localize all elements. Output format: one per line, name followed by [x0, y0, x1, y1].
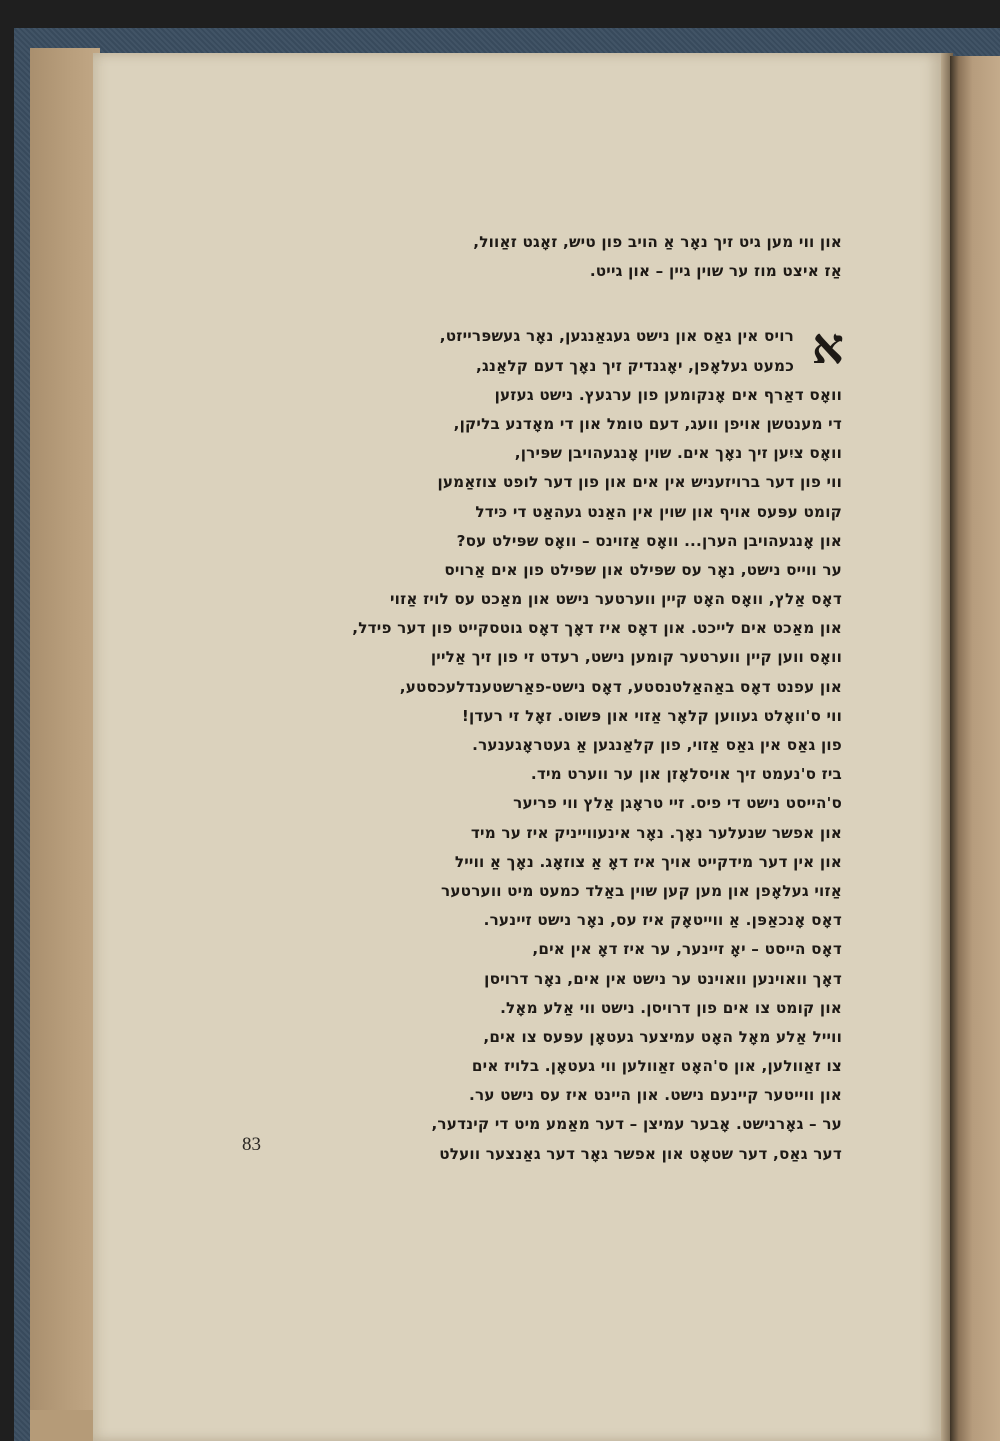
text-line: ווי ס'וואָלט געווען קלאָר אַזוי און פּשוט. זאָל זי רעדן! [461, 706, 842, 725]
text-line: דאָס הייסט – יאָ זיינער, ער איז דאָ אין אים, [532, 940, 842, 959]
text-line: און עפנט דאָס באַהאַלטנסטע, דאָס נישט-פאַרשטענדלעכסטע, [399, 677, 842, 696]
next-page-edge [950, 56, 1000, 1441]
text-line: און קומט צו אים פון דרויסן. נישט ווי אַלע מאָל. [500, 998, 842, 1017]
text-line: און מאַכט אים לייכט. און דאָס איז דאָך דאָס גוטסקייט פון דער פידל, [352, 619, 842, 638]
text-line: ער ווייס נישט, נאָר עס שפּילט און שפּילט פון אים אַרויס [444, 560, 842, 579]
text-line: און אפשר שנעלער נאָך. נאָר אינעווייניק איז ער מיד [470, 823, 842, 842]
text-line: די מענטשן אויפן וועג, דעם טומל און די מאָדנע בליקן, [453, 414, 842, 433]
section-gap [230, 286, 842, 322]
text-line: און ווייטער קיינעם נישט. און היינט איז עס נישט ער. [469, 1086, 842, 1105]
text-line: און אין דער מידקייט אויך איז דאָ אַ צוזאָג. נאָך אַ ווייל [454, 852, 842, 871]
text-line: ביז ס'נעמט זיך אויסלאָזן און ער ווערט מיד. [530, 765, 842, 784]
text-line: דער גאַס, דער שטאָט און אפשר גאָר דער גאַנצער וועלט [439, 1144, 842, 1163]
text-line: וואָס ציִען זיך נאָך אים. שוין אָנגעהויבן שפּירן, [514, 444, 842, 463]
text-line: דאָס אַלץ, וואָס האָט קיין ווערטער נישט און מאַכט עס לויז אַזוי [390, 590, 842, 609]
page-text [230, 228, 842, 1169]
drop-cap: א [811, 316, 844, 376]
text-line: ווייל אַלע מאָל האָט עמיצער געטאָן עפּעס צו אים, [483, 1027, 842, 1046]
text-line: פון גאַס אין גאַס אַזוי, פון קלאַנגען אַ געטראָגענער. [472, 736, 842, 754]
text-line: דאָך וואוינען וואוינט ער נישט אין אים, נאָר דרויסן [484, 969, 842, 988]
page-number: 83 [242, 1134, 261, 1155]
text-line: ווי פון דער ברויזעניש אין אים און פון דער לופט צוזאַמען [437, 473, 842, 492]
text-line: וואָס ווען קיין ווערטער קומען נישט, רעדט זי פון זיך אַליין [430, 648, 842, 667]
text-line: וואָס דאַרף אים אָנקומען פון ערגעץ. נישט געזען [494, 385, 842, 404]
text-line: ער – גאָרנישט. אָבער עמיצן – דער מאַמע מיט די קינדער, [431, 1115, 842, 1134]
text-line: רויס אין גאַס און נישט געגאַנגען, נאָר געשפּרייזט, [439, 327, 794, 346]
text-line: כמעט געלאָפן, יאָגנדיק זיך נאָך דעם קלאַנג, [476, 356, 794, 375]
text-line: דאָס אָנכאַפּן. אַ ווייטאָק איז עס, נאָר נישט זיינער. [483, 911, 842, 930]
text-line: צו זאַוולען, און ס'האָט זאַוולען ווי געטאָן. בלויז אים [471, 1057, 842, 1076]
text-line: און אָנגעהויבן הערן... וואָס אַזוינס – וואָס שפּילט עס? [456, 531, 842, 550]
text-line: ס'הייסט נישט די פיס. זיי טראָגן אַלץ ווי פריער [513, 794, 842, 813]
text-line: אַזוי געלאָפן און מען קען שוין באַלד כמעט מיט ווערטער [441, 881, 842, 900]
text-line: און ווי מען גיט זיך נאָר אַ הויב פון טיש, זאָגט זאַוול, [473, 233, 842, 251]
page-edges [30, 48, 100, 1441]
text-line: אַז איצט מוז ער שוין גיין – און גייט. [589, 262, 842, 281]
text-line: קומט עפּעס אויף און שוין אין האַנט געהאַט די כּידל [475, 502, 842, 521]
